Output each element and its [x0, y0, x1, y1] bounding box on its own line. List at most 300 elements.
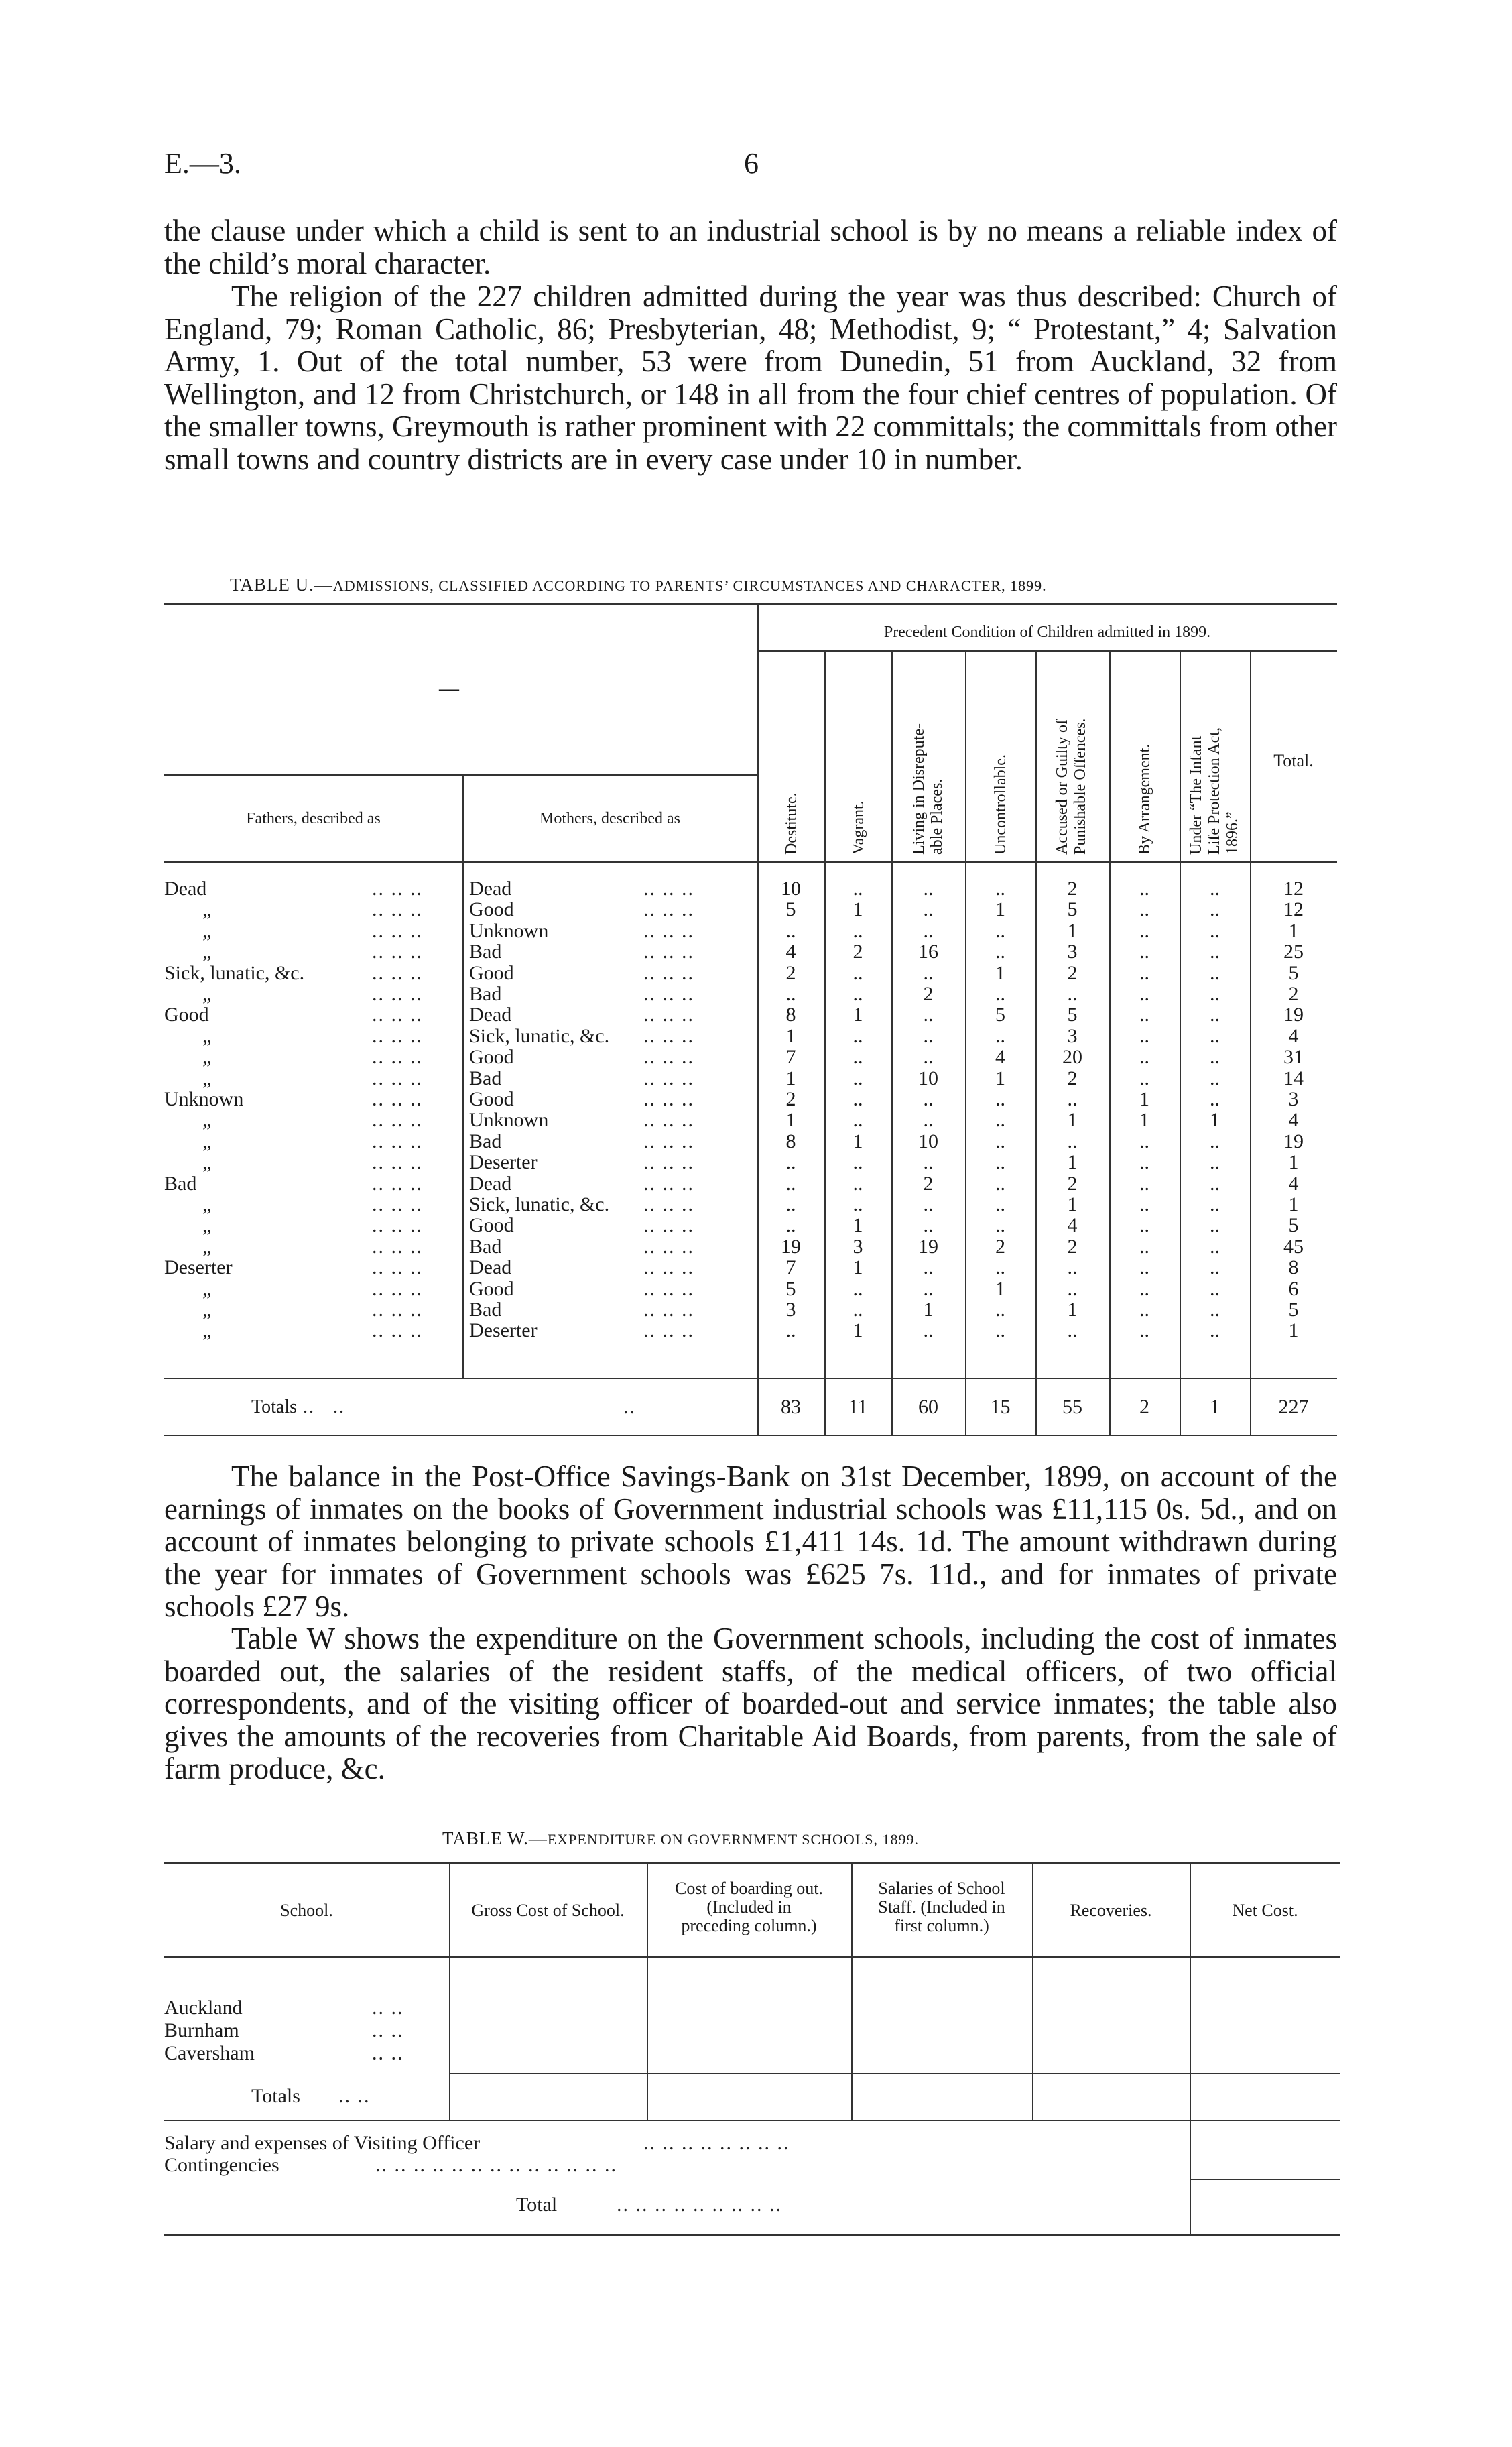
- school-name: Auckland: [164, 1996, 243, 2019]
- value-cell: ..: [923, 898, 934, 921]
- value-cell: ..: [1139, 983, 1149, 1005]
- father-text: „: [202, 898, 212, 921]
- leader-dots: .. .. ..: [372, 1299, 423, 1321]
- value-cell: ..: [923, 878, 934, 900]
- header-boarding: [647, 1879, 851, 1935]
- value-cell: ..: [995, 1109, 1005, 1132]
- totals-label: [251, 1396, 345, 1417]
- total-cell: 4: [1288, 1109, 1299, 1132]
- leader-dots: .. .. ..: [643, 961, 694, 984]
- value-cell: ..: [1139, 1319, 1149, 1342]
- total-cell: 5: [1288, 961, 1299, 984]
- leader-dots: .. .. ..: [643, 1299, 694, 1321]
- total-cell: 1: [1288, 1319, 1299, 1342]
- father-cell: [202, 1131, 211, 1152]
- father-cell: [202, 1299, 211, 1320]
- father-text: „: [202, 1151, 212, 1174]
- value-cell: ..: [995, 1151, 1005, 1174]
- leader-dots: .. .. ..: [643, 1088, 694, 1110]
- father-cell: [202, 1152, 211, 1173]
- header-school: School.: [280, 1901, 333, 1920]
- leader-dots: .. .. ..: [372, 898, 423, 921]
- value-cell: ..: [995, 1319, 1005, 1342]
- father-cell: [202, 899, 211, 920]
- leader-dots: .. ..: [338, 2085, 371, 2107]
- value-cell: 1: [853, 1214, 863, 1237]
- value-cell: 1: [995, 898, 1005, 921]
- father-text: „: [202, 1193, 212, 1215]
- leader-dots: .. .. ..: [643, 1256, 694, 1279]
- father-cell: [202, 941, 211, 962]
- value-cell: ..: [1139, 1235, 1149, 1258]
- value-cell: 2: [1067, 1172, 1078, 1195]
- header-net: Net Cost.: [1232, 1901, 1298, 1920]
- father-cell: [164, 878, 206, 899]
- value-cell: ..: [1210, 1024, 1220, 1047]
- leader-dots: .. .. ..: [643, 1151, 694, 1174]
- value-cell: ..: [1139, 1277, 1149, 1300]
- totals-label: Totals: [251, 2085, 300, 2107]
- value-cell: ..: [995, 1214, 1005, 1237]
- value-cell: 2: [995, 1235, 1005, 1258]
- value-cell: 20: [1062, 1046, 1082, 1069]
- value-cell: ..: [1210, 1235, 1220, 1258]
- leader-dots: .. .. ..: [643, 898, 694, 921]
- paragraph-text: the clause under which a child is sent to an industrial school is by no means a reliable index of the child’s moral character.: [164, 214, 1337, 280]
- father-text: Dead: [164, 878, 207, 900]
- value-cell: 1: [853, 1256, 863, 1279]
- mother-cell: Good: [469, 1277, 514, 1300]
- header-line: Living in Disrepute-: [910, 723, 928, 855]
- value-cell: 19: [918, 1235, 938, 1258]
- value-cell: ..: [853, 1067, 863, 1089]
- value-cell: ..: [995, 1256, 1005, 1279]
- header-infant-life: [1188, 727, 1242, 855]
- father-text: „: [202, 919, 212, 942]
- value-cell: ..: [853, 1299, 863, 1321]
- value-cell: ..: [1210, 983, 1220, 1005]
- value-cell: ..: [785, 919, 796, 942]
- table-rule: [164, 1956, 1340, 1958]
- leader-dots: .. .. ..: [372, 1214, 423, 1237]
- value-cell: ..: [923, 919, 934, 942]
- father-cell: [202, 1320, 211, 1341]
- mother-cell: Deserter: [469, 1319, 538, 1342]
- total-cell: 12: [1283, 898, 1304, 921]
- header-gross: Gross Cost of School.: [471, 1901, 625, 1920]
- mother-cell: Good: [469, 961, 514, 984]
- father-text: „: [202, 1235, 212, 1258]
- value-cell: ..: [1139, 1151, 1149, 1174]
- value-cell: ..: [1067, 1088, 1078, 1110]
- totals-value: 1: [1210, 1396, 1220, 1418]
- value-cell: ..: [1210, 1299, 1220, 1321]
- value-cell: ..: [1139, 1214, 1149, 1237]
- value-cell: 1: [853, 1130, 863, 1152]
- value-cell: ..: [1067, 1256, 1078, 1279]
- header-vagrant: Vagrant.: [850, 800, 867, 855]
- totals-value: 11: [848, 1396, 868, 1418]
- value-cell: 3: [853, 1235, 863, 1258]
- value-cell: ..: [923, 1024, 934, 1047]
- mother-cell: Bad: [469, 1130, 502, 1152]
- value-cell: 2: [923, 1172, 934, 1195]
- table-rule: [164, 1435, 1337, 1436]
- value-cell: ..: [853, 1172, 863, 1195]
- value-cell: 8: [785, 1004, 796, 1026]
- leader-dots: .. .. ..: [643, 1319, 694, 1342]
- header-line: 1896.”: [1224, 811, 1241, 855]
- father-cell: [164, 1089, 243, 1110]
- value-cell: ..: [785, 1193, 796, 1215]
- value-cell: 1: [1139, 1088, 1149, 1110]
- father-cell: [202, 1278, 211, 1299]
- value-cell: ..: [923, 1256, 934, 1279]
- value-cell: ..: [923, 1193, 934, 1215]
- value-cell: 2: [923, 983, 934, 1005]
- father-text: „: [202, 1130, 212, 1152]
- value-cell: ..: [1139, 1299, 1149, 1321]
- leader-dots: .. .. ..: [643, 919, 694, 942]
- table-w-caption-title: EXPENDITURE ON GOVERNMENT SCHOOLS, 1899.: [547, 1831, 919, 1848]
- value-cell: ..: [995, 919, 1005, 942]
- header-line: (Included in: [706, 1897, 792, 1917]
- value-cell: ..: [1210, 878, 1220, 900]
- value-cell: ..: [1210, 1067, 1220, 1089]
- total-cell: 19: [1283, 1130, 1304, 1152]
- father-cell: [202, 920, 211, 941]
- header-mothers: Mothers, described as: [540, 810, 680, 827]
- father-cell: [202, 1047, 211, 1067]
- paragraph-table-w: [164, 1622, 1337, 1785]
- leader-dots: .. .. ..: [643, 1067, 694, 1089]
- value-cell: 1: [853, 1319, 863, 1342]
- value-cell: 3: [1067, 1024, 1078, 1047]
- school-name: Burnham: [164, 2019, 239, 2041]
- leader-dots: .. .. ..: [643, 1024, 694, 1047]
- value-cell: ..: [1210, 961, 1220, 984]
- paragraph-text: The balance in the Post-Office Savings-Bank on 31st December, 1899, on account of the earnings of inmates on the books of Government industrial schools was £11,115 0s. 5d., and on account of inmates belonging to private schools £1,411 14s. 1d. The amount withdrawn during the year for inmates of Government schools was £625 7s. 11d., and for inmates of private schools £27 9s.: [164, 1459, 1337, 1624]
- value-cell: ..: [995, 941, 1005, 963]
- paragraph-continuation: [164, 215, 1337, 280]
- value-cell: ..: [1067, 1277, 1078, 1300]
- value-cell: ..: [853, 919, 863, 942]
- mother-cell: Good: [469, 1214, 514, 1237]
- value-cell: ..: [1139, 1256, 1149, 1279]
- header-disreputable: [910, 723, 946, 855]
- table-rule: [164, 603, 1337, 605]
- value-cell: 5: [1067, 898, 1078, 921]
- father-text: „: [202, 1214, 212, 1237]
- value-cell: ..: [1210, 1046, 1220, 1069]
- mother-cell: Sick, lunatic, &c.: [469, 1024, 610, 1047]
- father-text: Deserter: [164, 1256, 233, 1279]
- table-rule: [164, 1378, 1337, 1379]
- leader-dots: .. ..: [372, 2019, 404, 2041]
- value-cell: 7: [785, 1046, 796, 1069]
- header-uncontrollable: Uncontrollable.: [992, 754, 1009, 855]
- header-line: Salaries of School: [878, 1878, 1005, 1898]
- mother-cell: Bad: [469, 1067, 502, 1089]
- value-cell: ..: [853, 1088, 863, 1110]
- value-cell: ..: [853, 1277, 863, 1300]
- table-u-group-header: Precedent Condition of Children admitted in 1899.: [883, 623, 1211, 641]
- value-cell: ..: [1139, 961, 1149, 984]
- value-cell: 5: [995, 1004, 1005, 1026]
- value-cell: ..: [995, 1088, 1005, 1110]
- table-rule: [1190, 2179, 1340, 2180]
- father-text: Sick, lunatic, &c.: [164, 961, 305, 984]
- value-cell: 1: [1139, 1109, 1149, 1132]
- value-cell: 16: [918, 941, 938, 963]
- value-cell: 19: [781, 1235, 801, 1258]
- paragraph-religion: [164, 280, 1337, 476]
- total-cell: 4: [1288, 1024, 1299, 1047]
- value-cell: 4: [995, 1046, 1005, 1069]
- value-cell: 5: [785, 1277, 796, 1300]
- value-cell: 1: [785, 1067, 796, 1089]
- leader-dots: .. .. ..: [372, 1046, 423, 1069]
- leader-dots: .. .. ..: [372, 961, 423, 984]
- total-cell: 5: [1288, 1214, 1299, 1237]
- leader-dots: .. .. .. .. .. .. .. .. .. .. .. .. ..: [375, 2154, 617, 2176]
- value-cell: ..: [1139, 1067, 1149, 1089]
- value-cell: ..: [1139, 941, 1149, 963]
- value-cell: ..: [1139, 1024, 1149, 1047]
- father-text: „: [202, 1046, 212, 1069]
- value-cell: 1: [1067, 1299, 1078, 1321]
- value-cell: 2: [785, 1088, 796, 1110]
- paragraph-savings-bank: [164, 1460, 1337, 1623]
- table-u-corner-dash: —: [439, 677, 459, 699]
- total-cell: 4: [1288, 1172, 1299, 1195]
- value-cell: ..: [853, 1193, 863, 1215]
- value-cell: ..: [995, 1024, 1005, 1047]
- extra-label: Contingencies: [164, 2154, 279, 2176]
- leader-dots: .. .. ..: [372, 1067, 423, 1089]
- father-cell: [202, 1068, 211, 1089]
- leader-dots: .. .. ..: [372, 1151, 423, 1174]
- header-recoveries: Recoveries.: [1070, 1901, 1152, 1920]
- value-cell: ..: [785, 1319, 796, 1342]
- father-cell: [202, 1110, 211, 1130]
- father-text: „: [202, 1277, 212, 1300]
- mother-cell: Bad: [469, 983, 502, 1005]
- header-salaries: [851, 1879, 1032, 1935]
- value-cell: 1: [1067, 919, 1078, 942]
- value-cell: 1: [1210, 1109, 1220, 1132]
- value-cell: ..: [1067, 1130, 1078, 1152]
- father-cell: [164, 1173, 196, 1194]
- header-line: Under “The Infant: [1188, 735, 1205, 855]
- value-cell: ..: [1139, 1046, 1149, 1069]
- father-text: „: [202, 983, 212, 1005]
- total-cell: 25: [1283, 941, 1304, 963]
- value-cell: 10: [918, 1130, 938, 1152]
- mother-cell: Dead: [469, 1004, 512, 1026]
- document-code: E.—3.: [164, 147, 241, 180]
- mother-cell: Unknown: [469, 1109, 549, 1132]
- mother-cell: Dead: [469, 878, 512, 900]
- value-cell: ..: [785, 983, 796, 1005]
- leader-dots: .. .. ..: [372, 1193, 423, 1215]
- value-cell: 10: [918, 1067, 938, 1089]
- total-cell: 5: [1288, 1299, 1299, 1321]
- value-cell: ..: [853, 983, 863, 1005]
- total-cell: 1: [1288, 919, 1299, 942]
- value-cell: ..: [853, 1109, 863, 1132]
- father-text: Unknown: [164, 1088, 244, 1110]
- grand-total: 227: [1278, 1396, 1309, 1418]
- value-cell: 5: [1067, 1004, 1078, 1026]
- table-rule: [462, 774, 464, 1378]
- leader-dots: .. .. ..: [372, 878, 423, 900]
- totals-value: 55: [1062, 1396, 1082, 1418]
- value-cell: ..: [1210, 919, 1220, 942]
- value-cell: 2: [853, 941, 863, 963]
- value-cell: 2: [1067, 878, 1078, 900]
- leader-dots: .. ..: [372, 2042, 404, 2064]
- leader-dots: .. .. ..: [372, 1172, 423, 1195]
- value-cell: ..: [923, 1277, 934, 1300]
- table-u-caption: [230, 575, 1047, 595]
- total-cell: 1: [1288, 1193, 1299, 1215]
- leader-dots: .. .. ..: [372, 941, 423, 963]
- value-cell: ..: [1139, 919, 1149, 942]
- total-cell: 3: [1288, 1088, 1299, 1110]
- paragraph-text: The religion of the 227 children admitted during the year was thus described: Church of England, 79; Roman Catholic, 86; Presbyterian, 48; Methodist, 9; “ Protestant,” 4; Salvation Army, 1. Out of the total number, 53 were from Dunedin, 51 from Auckland, 32 from Wellington, and 12 from Christchurch, or 148 in all from the four chief centres of population. Of the smaller towns, Greymouth is rather prominent with 22 committals; the committals from other small towns and country districts are in every case under 10 in number.: [164, 280, 1337, 476]
- value-cell: ..: [995, 1193, 1005, 1215]
- value-cell: ..: [1210, 898, 1220, 921]
- value-cell: ..: [1210, 1004, 1220, 1026]
- header-line: preceding column.): [681, 1916, 817, 1935]
- value-cell: ..: [995, 1130, 1005, 1152]
- leader-dots: .. .. ..: [643, 878, 694, 900]
- header-line: able Places.: [928, 778, 946, 855]
- leader-dots: .. .. .. .. .. .. .. ..: [643, 2132, 790, 2154]
- value-cell: 7: [785, 1256, 796, 1279]
- value-cell: ..: [923, 1151, 934, 1174]
- mother-cell: Unknown: [469, 919, 549, 942]
- value-cell: ..: [995, 878, 1005, 900]
- grand-total-label: Total: [516, 2194, 558, 2216]
- table-rule: [164, 774, 757, 776]
- father-text: Bad: [164, 1172, 197, 1195]
- leader-dots: .. .. ..: [643, 941, 694, 963]
- total-cell: 6: [1288, 1277, 1299, 1300]
- value-cell: ..: [923, 1088, 934, 1110]
- father-cell: [202, 1236, 211, 1257]
- page-number: 6: [744, 147, 759, 180]
- paragraph-text: Table W shows the expenditure on the Government schools, including the cost of inmates boarded out, the salaries of the resident staffs, of the medical officers, of two official correspondents, and of the visiting officer of boarded-out and service inmates; the table also gives the amounts of the recoveries from Charitable Aid Boards, from parents, from the sale of farm produce, &c.: [164, 1622, 1337, 1786]
- value-cell: ..: [1210, 1193, 1220, 1215]
- leader-dots: .. .. ..: [372, 1130, 423, 1152]
- value-cell: 1: [1067, 1109, 1078, 1132]
- value-cell: ..: [1210, 1172, 1220, 1195]
- total-cell: 45: [1283, 1235, 1304, 1258]
- header-arrangement: By Arrangement.: [1136, 743, 1153, 855]
- table-rule: [164, 1862, 1340, 1864]
- leader-dots: ..: [623, 1396, 636, 1418]
- mother-cell: Good: [469, 1088, 514, 1110]
- father-cell: [164, 1004, 209, 1025]
- value-cell: 10: [781, 878, 801, 900]
- value-cell: ..: [1210, 1319, 1220, 1342]
- leader-dots: .. .. ..: [372, 1235, 423, 1258]
- mother-cell: Good: [469, 1046, 514, 1069]
- value-cell: ..: [1139, 1193, 1149, 1215]
- value-cell: ..: [923, 1004, 934, 1026]
- value-cell: ..: [853, 1046, 863, 1069]
- value-cell: ..: [853, 1151, 863, 1174]
- father-cell: [202, 1215, 211, 1236]
- value-cell: ..: [1067, 983, 1078, 1005]
- father-cell: [202, 983, 211, 1004]
- value-cell: 4: [785, 941, 796, 963]
- total-cell: 19: [1283, 1004, 1304, 1026]
- value-cell: 8: [785, 1130, 796, 1152]
- leader-dots: .. .. ..: [372, 919, 423, 942]
- value-cell: ..: [1210, 1277, 1220, 1300]
- value-cell: ..: [1139, 898, 1149, 921]
- value-cell: 1: [995, 1067, 1005, 1089]
- totals-value: 60: [918, 1396, 938, 1418]
- table-rule: [164, 861, 1337, 863]
- totals-label-text: Totals: [251, 1396, 298, 1417]
- table-u-caption-title: ADMISSIONS, CLASSIFIED ACCORDING TO PARENTS’ CIRCUMSTANCES AND CHARACTER, 1899.: [332, 577, 1047, 594]
- leader-dots: .. .. .. .. .. .. .. .. ..: [617, 2194, 782, 2216]
- total-cell: 1: [1288, 1151, 1299, 1174]
- leader-dots: .. .. ..: [643, 1172, 694, 1195]
- leader-dots: .. .. ..: [643, 1277, 694, 1300]
- value-cell: ..: [1210, 1151, 1220, 1174]
- value-cell: ..: [995, 1299, 1005, 1321]
- value-cell: ..: [853, 1024, 863, 1047]
- total-cell: 31: [1283, 1046, 1304, 1069]
- header-fathers: Fathers, described as: [246, 810, 381, 827]
- value-cell: 3: [1067, 941, 1078, 963]
- leader-dots: .. .. ..: [643, 1193, 694, 1215]
- leader-dots: .. .. ..: [643, 1046, 694, 1069]
- leader-dots: .. ..: [372, 1996, 404, 2019]
- father-text: „: [202, 1319, 212, 1342]
- table-rule: [164, 2234, 1340, 2236]
- leader-dots: .. .. ..: [372, 1109, 423, 1132]
- mother-cell: Bad: [469, 1299, 502, 1321]
- leader-dots: .. .. ..: [372, 1004, 423, 1026]
- value-cell: 1: [995, 961, 1005, 984]
- table-rule: [449, 2073, 1340, 2074]
- extra-label: Salary and expenses of Visiting Officer: [164, 2132, 481, 2154]
- value-cell: ..: [1210, 1214, 1220, 1237]
- value-cell: ..: [785, 1214, 796, 1237]
- mother-cell: Bad: [469, 941, 502, 963]
- value-cell: ..: [1139, 878, 1149, 900]
- mother-cell: Bad: [469, 1235, 502, 1258]
- total-cell: 2: [1288, 983, 1299, 1005]
- father-cell: [202, 1194, 211, 1215]
- totals-value: 2: [1139, 1396, 1149, 1418]
- mother-cell: Sick, lunatic, &c.: [469, 1193, 610, 1215]
- value-cell: ..: [1139, 1004, 1149, 1026]
- leader-dots: .. .. ..: [643, 983, 694, 1005]
- value-cell: 1: [785, 1024, 796, 1047]
- header-line: Cost of boarding out.: [675, 1878, 823, 1898]
- value-cell: 5: [785, 898, 796, 921]
- father-cell: [202, 1026, 211, 1047]
- mother-cell: Good: [469, 898, 514, 921]
- value-cell: 3: [785, 1299, 796, 1321]
